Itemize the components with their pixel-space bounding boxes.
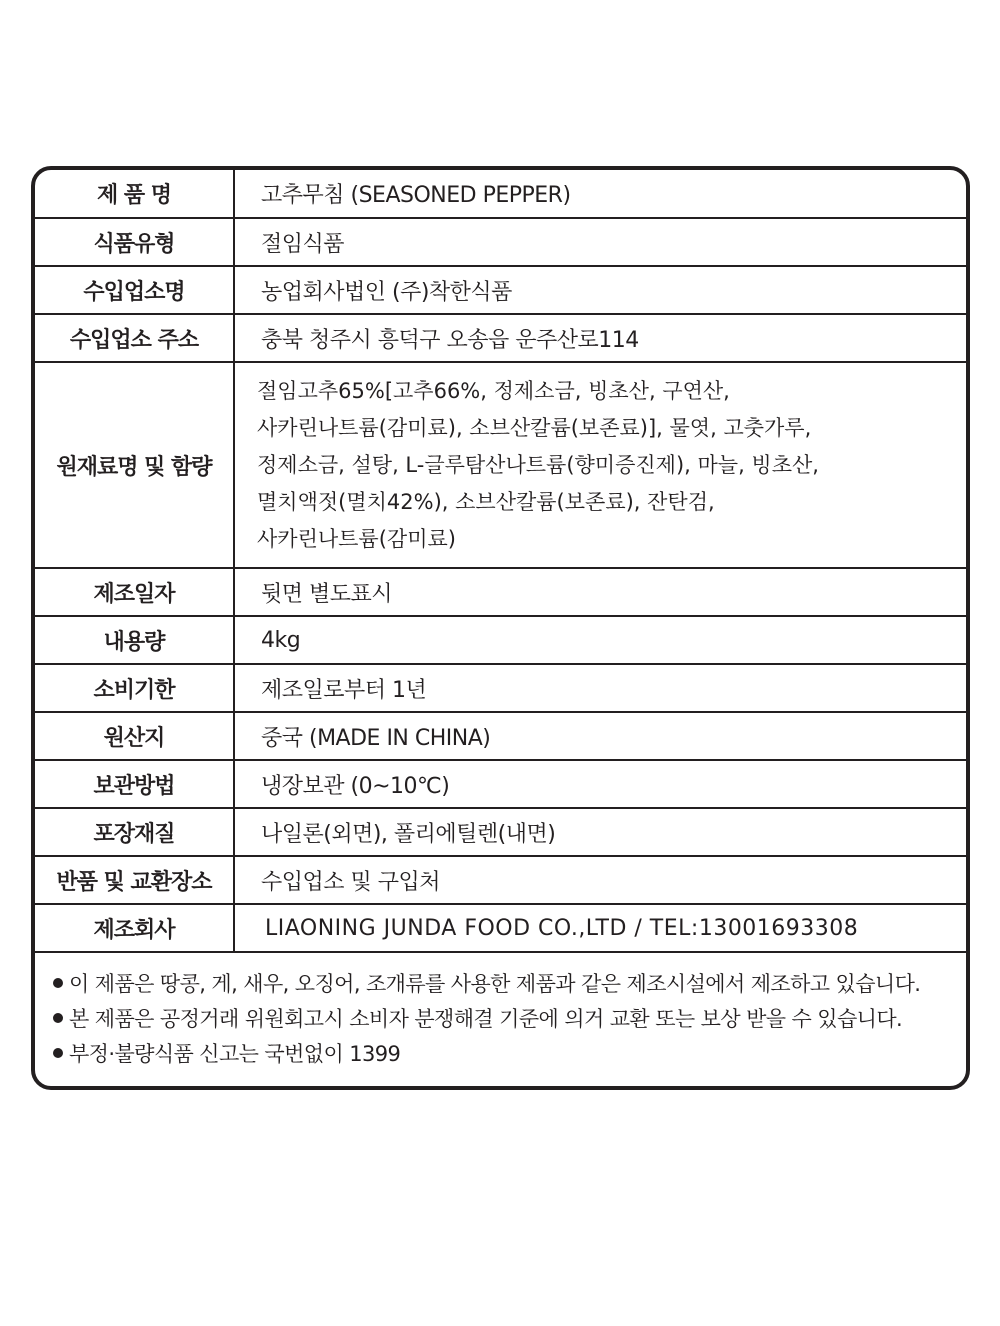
row-value-expiry: 제조일로부터 1년 [234, 664, 966, 712]
ingredients-line: 사카린나트륨(감미료), 소브산칼륨(보존료)], 물엿, 고춧가루, [257, 415, 812, 440]
row-label-manufacture-date: 제조일자 [35, 568, 234, 616]
bullet-icon [53, 1048, 63, 1058]
ingredients-line: 정제소금, 설탕, L-글루탐산나트륨(향미증진제), 마늘, 빙초산, [257, 452, 819, 477]
bullet-icon [53, 978, 63, 988]
row-value-importer-address: 충북 청주시 흥덕구 오송읍 운주산로114 [234, 314, 966, 362]
table-row [35, 616, 966, 664]
row-value-food-type: 절임식품 [234, 218, 966, 266]
table-row [35, 856, 966, 904]
ingredients-line: 사카린나트륨(감미료) [257, 526, 456, 551]
row-label-importer-address: 수입업소 주소 [35, 314, 234, 362]
row-value-manufacturer: LIAONING JUNDA FOOD CO.,LTD / TEL:13001693308 [234, 904, 966, 952]
row-label-origin: 원산지 [35, 712, 234, 760]
table-row [35, 266, 966, 314]
row-value-packaging: 나일론(외면), 폴리에틸렌(내면) [234, 808, 966, 856]
row-value-returns: 수입업소 및 구입처 [234, 856, 966, 904]
notice-section [35, 953, 966, 1072]
product-info-table [35, 170, 966, 953]
notice-text: 이 제품은 땅콩, 게, 새우, 오징어, 조개류를 사용한 제품과 같은 제조시설에서 제조하고 있습니다. [69, 972, 921, 996]
row-label-returns: 반품 및 교환장소 [35, 856, 234, 904]
bullet-icon [53, 1013, 63, 1023]
row-label-packaging: 포장재질 [35, 808, 234, 856]
row-value-product-name: 고추무침 (SEASONED PEPPER) [234, 170, 966, 218]
table-row [35, 904, 966, 952]
product-label-card [31, 166, 970, 1090]
row-value-ingredients [234, 362, 966, 568]
notice-text: 부정·불량식품 신고는 국번없이 1399 [69, 1042, 401, 1066]
table-row [35, 808, 966, 856]
row-label-food-type: 식품유형 [35, 218, 234, 266]
row-value-origin: 중국 (MADE IN CHINA) [234, 712, 966, 760]
row-label-storage: 보관방법 [35, 760, 234, 808]
notice-item [53, 1002, 966, 1037]
notice-item [53, 967, 966, 1002]
table-row [35, 362, 966, 568]
notice-item [53, 1037, 966, 1072]
table-row [35, 664, 966, 712]
table-row [35, 760, 966, 808]
table-row [35, 568, 966, 616]
row-label-manufacturer: 제조회사 [35, 904, 234, 952]
row-label-ingredients: 원재료명 및 함량 [35, 362, 234, 568]
table-row [35, 314, 966, 362]
table-row [35, 712, 966, 760]
row-value-manufacture-date: 뒷면 별도표시 [234, 568, 966, 616]
ingredients-line: 절임고추65%[고추66%, 정제소금, 빙초산, 구연산, [257, 378, 730, 403]
row-label-importer-name: 수입업소명 [35, 266, 234, 314]
notice-text: 본 제품은 공정거래 위원회고시 소비자 분쟁해결 기준에 의거 교환 또는 보상 받을 수 있습니다. [69, 1007, 903, 1031]
row-label-net-weight: 내용량 [35, 616, 234, 664]
table-row [35, 170, 966, 218]
row-label-product-name: 제 품 명 [35, 170, 234, 218]
ingredients-line: 멸치액젓(멸치42%), 소브산칼륨(보존료), 잔탄검, [257, 489, 715, 514]
row-label-expiry: 소비기한 [35, 664, 234, 712]
row-value-storage: 냉장보관 (0~10℃) [234, 760, 966, 808]
table-row [35, 218, 966, 266]
row-value-importer-name: 농업회사법인 (주)착한식품 [234, 266, 966, 314]
row-value-net-weight: 4kg [234, 616, 966, 664]
